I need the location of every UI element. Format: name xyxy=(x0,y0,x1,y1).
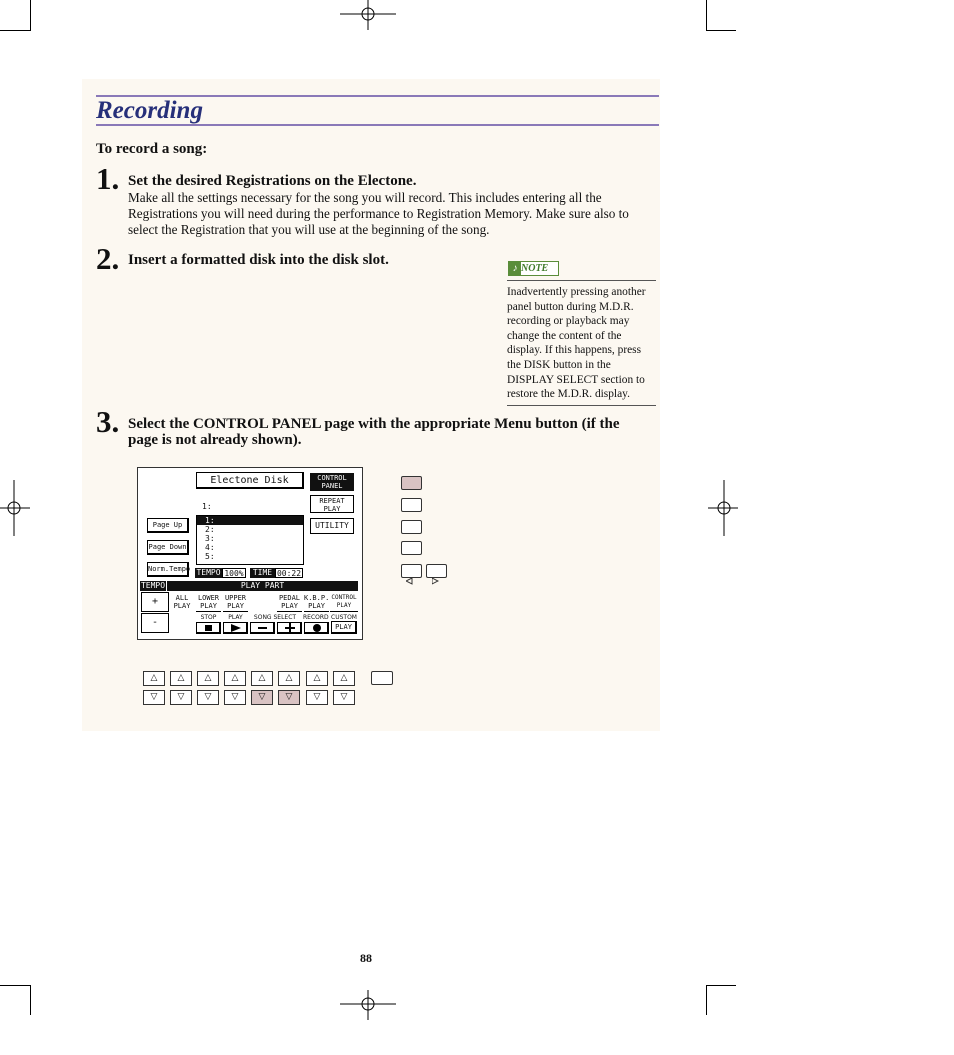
control-panel-button[interactable]: CONTROL PANEL xyxy=(310,473,354,491)
triangle-left-icon xyxy=(406,578,413,585)
down-arrow-button[interactable]: ▽ xyxy=(224,690,246,705)
record-button[interactable] xyxy=(304,622,329,634)
upper-play-button[interactable]: UPPER PLAY xyxy=(224,594,247,610)
song-list-item[interactable]: 3: xyxy=(205,534,215,543)
song-select-label: SONG SELECT xyxy=(253,614,297,621)
menu-button[interactable] xyxy=(401,541,422,555)
play-label: PLAY xyxy=(228,614,243,621)
play-button[interactable] xyxy=(223,622,248,634)
up-arrow-button[interactable]: △ xyxy=(251,671,273,686)
song-list-item[interactable]: 2: xyxy=(205,525,215,534)
exit-button[interactable] xyxy=(371,671,393,685)
lcd-display xyxy=(137,467,363,640)
custom-label: CUSTOM xyxy=(331,614,357,621)
page-number: 88 xyxy=(360,951,372,965)
plus-icon xyxy=(285,623,295,633)
record-icon xyxy=(313,624,321,632)
registration-mark-icon xyxy=(708,480,738,536)
title-rule-bottom xyxy=(96,124,659,126)
song-select-plus-button[interactable] xyxy=(277,622,302,634)
crop-mark xyxy=(706,985,707,1015)
kbp-play-button[interactable]: K.B.P. PLAY xyxy=(304,594,330,610)
play-icon xyxy=(231,624,241,632)
down-arrow-button[interactable]: ▽ xyxy=(333,690,355,705)
triangle-right-icon xyxy=(432,578,439,585)
step-heading: Set the desired Registrations on the Electone. xyxy=(128,173,417,189)
crop-mark xyxy=(706,0,707,31)
step-number: 3. xyxy=(96,404,120,439)
up-arrow-button[interactable]: △ xyxy=(224,671,246,686)
step-number: 2. xyxy=(96,241,120,276)
tempo-minus-button[interactable]: - xyxy=(141,613,169,633)
page-down-button[interactable]: Page Down xyxy=(147,540,189,555)
control-panel-menu-button[interactable] xyxy=(401,476,422,490)
utility-menu-button[interactable] xyxy=(401,520,422,534)
up-arrow-button[interactable]: △ xyxy=(278,671,300,686)
step-body-line: select the Registration that you will use at the beginning of the song. xyxy=(128,222,490,237)
song-list-item[interactable]: 4: xyxy=(205,543,215,552)
tempo-label: TEMPO xyxy=(196,568,221,577)
note-text: Inadvertently pressing another panel button during M.D.R. recording or playback may change the content of the display. If this happens, press the DISK button in the DISPLAY SELECT section to restore the M.D.R. display. xyxy=(507,286,646,401)
tempo-value: 100% xyxy=(222,568,246,578)
minus-icon xyxy=(258,627,267,629)
down-arrow-button[interactable]: ▽ xyxy=(197,690,219,705)
stop-icon xyxy=(205,625,212,631)
note-rule-top xyxy=(507,280,656,281)
stop-button[interactable] xyxy=(196,622,221,634)
pedal-play-button[interactable]: PEDAL PLAY xyxy=(278,594,301,610)
down-arrow-button-highlighted[interactable]: ▽ xyxy=(278,690,300,705)
lower-play-button[interactable]: LOWER PLAY xyxy=(197,594,220,610)
song-header: 1: xyxy=(202,502,212,511)
utility-button[interactable]: UTILITY xyxy=(310,518,354,534)
control-play-button[interactable]: CONTROL PLAY xyxy=(330,594,358,612)
step-heading: Insert a formatted disk into the disk slot. xyxy=(128,252,389,268)
up-arrow-button[interactable]: △ xyxy=(197,671,219,686)
music-note-icon: ♪ xyxy=(509,262,521,275)
norm-tempo-button[interactable]: Norm.Tempo xyxy=(147,562,189,577)
tempo-tab: TEMPO xyxy=(140,581,166,590)
record-label: RECORD xyxy=(303,614,329,621)
page-left-button[interactable] xyxy=(401,564,422,578)
down-arrow-button-highlighted[interactable]: ▽ xyxy=(251,690,273,705)
crop-mark xyxy=(0,985,31,986)
down-arrow-button[interactable]: ▽ xyxy=(143,690,165,705)
crop-mark xyxy=(0,30,31,31)
down-arrow-button[interactable]: ▽ xyxy=(170,690,192,705)
time-label: TIME xyxy=(250,568,275,578)
up-arrow-button[interactable]: △ xyxy=(306,671,328,686)
all-play-button[interactable]: ALL PLAY xyxy=(170,594,194,612)
step-body-line: Make all the settings necessary for the song you will record. This includes entering all the xyxy=(128,190,602,205)
step-heading-line: Select the CONTROL PANEL page with the appropriate Menu button (if the xyxy=(128,416,620,432)
section-title: Recording xyxy=(96,97,203,124)
song-list[interactable] xyxy=(196,515,304,565)
down-arrow-button[interactable]: ▽ xyxy=(306,690,328,705)
custom-play-button[interactable]: PLAY xyxy=(331,621,357,634)
up-arrow-button[interactable]: △ xyxy=(333,671,355,686)
crop-mark xyxy=(30,985,31,1015)
note-rule-bottom xyxy=(507,405,656,406)
registration-mark-icon xyxy=(340,0,396,30)
step-heading-line: page is not already shown). xyxy=(128,432,302,448)
registration-mark-icon xyxy=(0,480,30,536)
registration-mark-icon xyxy=(340,990,396,1020)
note-badge: ♪ NOTE xyxy=(508,261,559,276)
step-number: 1. xyxy=(96,161,120,196)
crop-mark xyxy=(30,0,31,31)
up-arrow-button[interactable]: △ xyxy=(170,671,192,686)
time-value: 00:22 xyxy=(276,569,302,578)
play-part-bar: PLAY PART xyxy=(167,581,358,591)
stop-label: STOP xyxy=(200,614,217,621)
song-list-item[interactable]: 5: xyxy=(205,552,215,561)
repeat-play-menu-button[interactable] xyxy=(401,498,422,512)
subhead: To record a song: xyxy=(96,141,208,157)
repeat-play-button[interactable]: REPEAT PLAY xyxy=(310,495,354,513)
song-select-minus-button[interactable] xyxy=(250,622,275,634)
crop-mark xyxy=(706,985,736,986)
up-arrow-button[interactable]: △ xyxy=(143,671,165,686)
crop-mark xyxy=(706,30,736,31)
tempo-plus-button[interactable]: + xyxy=(141,592,169,612)
page-right-button[interactable] xyxy=(426,564,447,578)
lcd-title: Electone Disk xyxy=(196,472,304,489)
page-up-button[interactable]: Page Up xyxy=(147,518,189,533)
song-list-item-selected[interactable]: 1: xyxy=(197,516,303,525)
step-body-line: Registrations you will need during the performance to Registration Memory. Make sure also to xyxy=(128,206,629,221)
